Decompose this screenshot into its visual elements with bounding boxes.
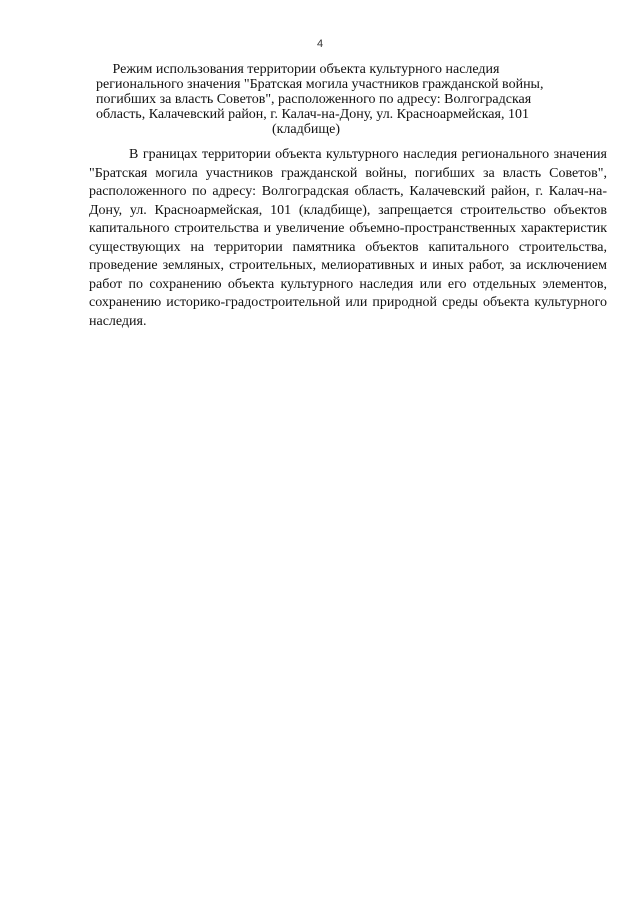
title-line: погибших за власть Советов", расположенного по адресу: Волгоградская xyxy=(96,92,532,107)
title-line: область, Калачевский район, г. Калач-на-Дону, ул. Красноармейская, 101 xyxy=(96,107,529,122)
title-line: Режим использования территории объекта культурного наследия xyxy=(112,62,500,77)
page-number: 4 xyxy=(316,38,324,50)
title-line: (кладбище) xyxy=(271,122,341,137)
title-line: регионального значения "Братская могила участников гражданской войны, xyxy=(96,77,544,92)
body-paragraph: В границах территории объекта культурного наследия регионального значения "Братская могила участников гражданской войны, погибших за власть Советов", расположенного по адресу: Волгоградская область, Калачевский район, г. Калач-на-Дону, ул. Красноармейская, 101 (кладбище), запрещается строительство объектов капитального строительства и увеличение объемно-пространственных характеристик существующих на территории памятника объектов капитального строительства, проведение земляных, строительных, мелиоративных и иных работ, за исключением работ по сохранению объекта культурного наследия или его отдельных элементов, сохранению историко-градостроительной или природной среды объекта культурного наследия. xyxy=(89,147,607,329)
document-title xyxy=(96,62,544,137)
